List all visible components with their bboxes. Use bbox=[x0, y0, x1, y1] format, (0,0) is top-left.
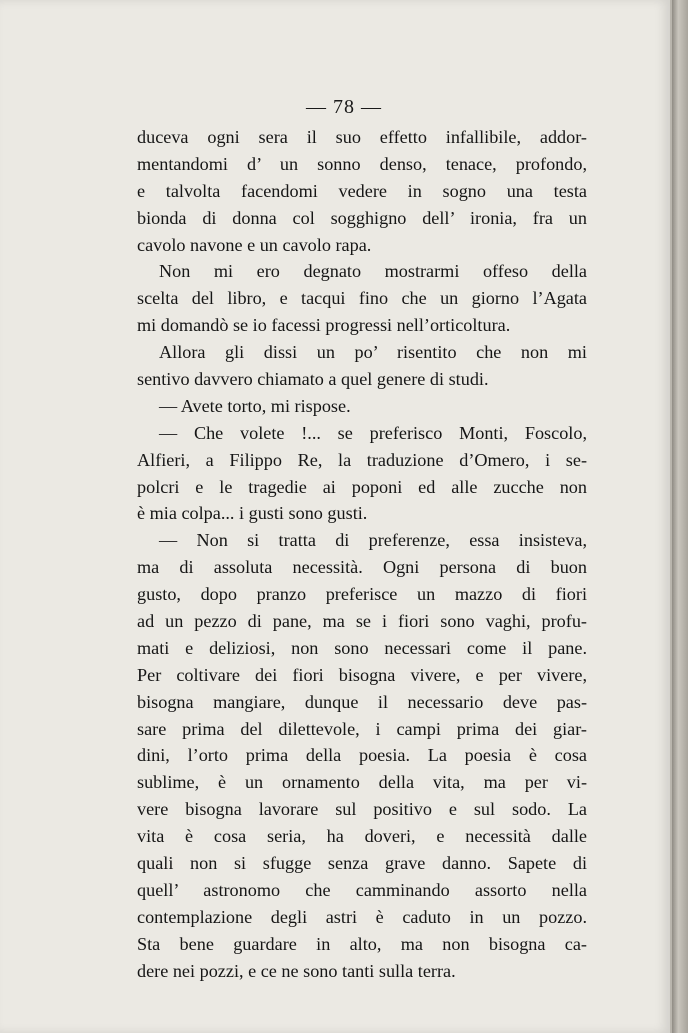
text-line: gusto, dopo pranzo preferisce un mazzo di fiori bbox=[137, 584, 587, 605]
text-line: cavolo navone e un cavolo rapa. bbox=[137, 234, 372, 255]
text-line: quali non si sfugge senza grave danno. Sapete di bbox=[137, 853, 587, 874]
page-number: — 78 — bbox=[306, 96, 382, 118]
body-text bbox=[137, 124, 587, 985]
text-line: ad un pezzo di pane, ma se i fiori sono vaghi, profu- bbox=[137, 611, 587, 632]
text-line: scelta del libro, e tacqui fino che un giorno l’Agata bbox=[137, 288, 587, 309]
text-line: Allora gli dissi un po’ risentito che non mi bbox=[159, 342, 587, 363]
text-line: duceva ogni sera il suo effetto infallibile, addor- bbox=[137, 127, 587, 147]
text-line: ma di assoluta necessità. Ogni persona di buon bbox=[137, 557, 587, 578]
text-line: dere nei pozzi, e ce ne sono tanti sulla terra. bbox=[137, 960, 456, 981]
text-line: Per coltivare dei fiori bisogna vivere, e per vivere, bbox=[137, 664, 587, 685]
text-line: quell’ astronomo che camminando assorto nella bbox=[137, 879, 587, 900]
text-line: sentivo davvero chiamato a quel genere di studi. bbox=[137, 369, 489, 390]
text-line: Sta bene guardare in alto, ma non bisogna ca- bbox=[137, 933, 587, 954]
text-line: dini, l’orto prima della poesia. La poesia è cosa bbox=[137, 745, 587, 766]
text-line: mati e deliziosi, non sono necessari come il pane. bbox=[137, 637, 587, 658]
text-line: sublime, è un ornamento della vita, ma per vi- bbox=[137, 772, 587, 793]
text-line: Non mi ero degnato mostrarmi offeso della bbox=[159, 261, 587, 282]
text-line: vere bisogna lavorare sul positivo e sul sodo. La bbox=[137, 799, 587, 820]
text-line: mi domandò se io facessi progressi nell’orticoltura. bbox=[137, 315, 511, 336]
text-line: sare prima del dilettevole, i campi prima dei giar- bbox=[137, 718, 587, 739]
text-line: e talvolta facendomi vedere in sogno una testa bbox=[137, 180, 587, 201]
text-line: contemplazione degli astri è caduto in un pozzo. bbox=[137, 906, 587, 927]
page-edge bbox=[672, 0, 688, 1033]
text-line: bisogna mangiare, dunque il necessario deve pas- bbox=[137, 691, 587, 712]
text-line: — Che volete !... se preferisco Monti, Foscolo, bbox=[159, 422, 587, 443]
text-line: — Avete torto, mi rispose. bbox=[159, 395, 351, 416]
text-line: vita è cosa seria, ha doveri, e necessità dalle bbox=[137, 826, 587, 847]
text-line: Alfieri, a Filippo Re, la traduzione d’Omero, i se- bbox=[137, 449, 587, 470]
text-line: mentandomi d’ un sonno denso, tenace, profondo, bbox=[137, 153, 587, 174]
text-line: polcri e le tragedie ai poponi ed alle zucche non bbox=[137, 476, 587, 497]
text-line: — Non si tratta di preferenze, essa insisteva, bbox=[159, 530, 587, 551]
text-line: bionda di donna col sogghigno dell’ ironia, fra un bbox=[137, 207, 587, 228]
text-line: è mia colpa... i gusti sono gusti. bbox=[137, 503, 368, 524]
